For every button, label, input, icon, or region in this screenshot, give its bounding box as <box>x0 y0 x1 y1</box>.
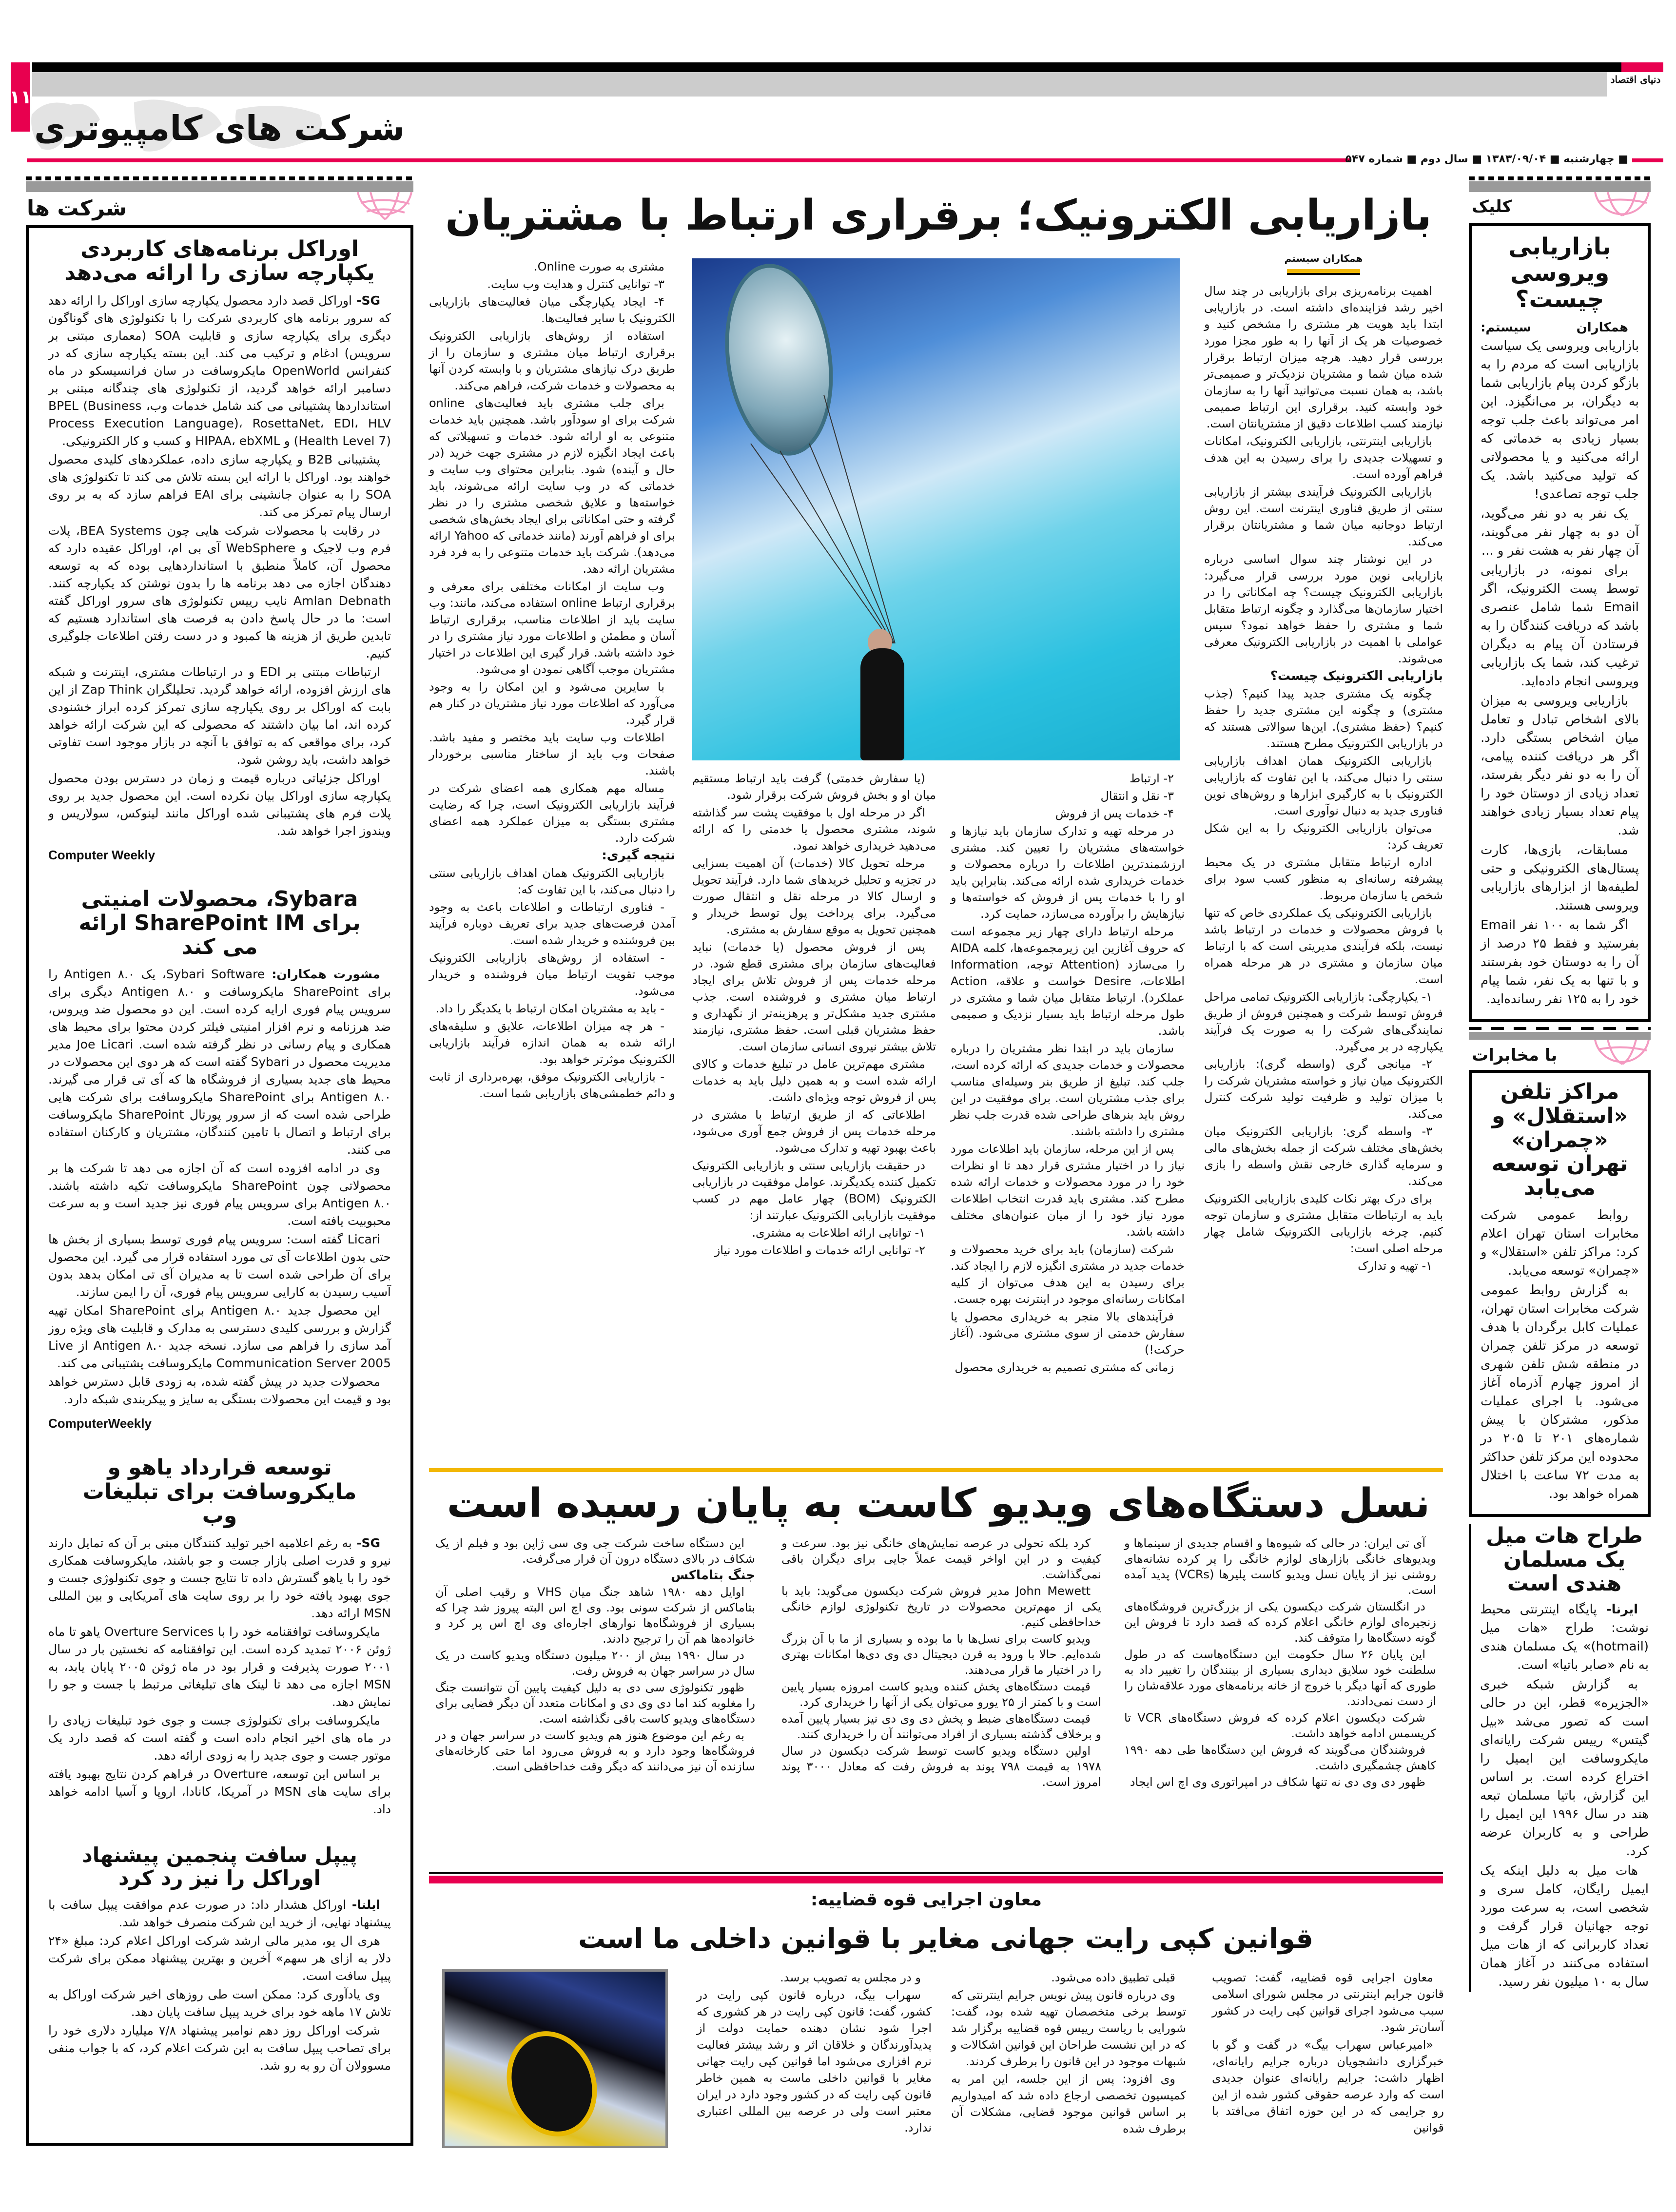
paragraph-text: اوراکل قصد دارد محصول یکپارچه سازی اوراکل را ارائه دهد که سرور برنامه های کاربردی شرکت را با تکنولوژی های گوناگون دیگری برای یکپارچه سازی و قابلیت SOA (معماری مبتنی بر سرویس) ادغام و ترکیب می کند. این بسته یکپارچه سازی که در کنفرانس OpenWorld مایکروسافت در سان فرانسیسکو در ماه دسامبر ارائه خواهد گردید، از تکنولوژی های چندگانه مبتنی بر استانداردها پشتیبانی می کند شامل خدمات وب، BPEL (Business Process Execution Language)، RosettaNet، EDI، HLV (Health Level 7) و HIPAA، ebXML و کسب و کار الکترونیکی. <box>48 293 391 448</box>
paragraph: اداره ارتباط متقابل مشتری در یک محیط پیشرفته رسانه‌ای به منظور کسب سود برای شخص یا سازمان مربوط. <box>1204 855 1443 902</box>
copyright-article-column <box>697 1969 932 2137</box>
globe-icon <box>1593 192 1651 216</box>
paragraph: پشتیبانی B2B و یکپارچه سازی داده، عملکردهای کلیدی محصول خواهند بود. اوراکل با ارائه این بسته تلاش می کند تا تکنولوژی های SOA را به عنوان جانشینی برای EAI فراهم سازد که به بر روی ارسال پیام تمرکز می کند. <box>48 452 391 519</box>
man-figure <box>860 648 904 760</box>
paragraph: مشتری به صورت Online. <box>534 260 664 273</box>
paragraph: وی یادآوری کرد: ممکن است طی روزهای اخیر شرکت اوراکل به تلاش ۱۷ ماهه خود برای خرید پیپل سافت پایان دهد. <box>48 1987 391 2019</box>
paragraph: پس از فروش محصول (یا خدمات) نباید فعالیت‌های سازمان برای مشتری قطع شود. در مرحله خدمات پس از فروش تلاش برای ایجاد ارتباط میان مشتری و فروشنده است. جذب مشتری جدید مشکل‌تر و پرهزینه‌تر از نگهداری و حفظ مشتریان قبلی است. حفظ مشتری، نیازمند تلاش بیشتر نیروی انسانی سازمان است. <box>692 940 936 1053</box>
paragraph-text: بازاریابی ویروسی یک سیاست بازاریابی است که مردم را به بازگو کردن پیام بازاریابی شما به دیگران، بر می‌انگیزد. این امر می‌تواند باعث جلب توجه بسیار زیادی به خدماتی که ارائه می‌کنید و یا محصولاتی که تولید می‌کنید باشد. یک جلب توجه تصاعدی! <box>1481 339 1639 502</box>
byline-underline <box>1287 269 1360 275</box>
dashed-divider <box>1469 1027 1651 1030</box>
masthead-pink-rule-end <box>1632 158 1663 162</box>
paragraph: برای نمونه، در بازاریابی توسط پست الکترونیک، اگر Email شما شامل عنصری باشد که دریافت کنندگان را به فرستادن آن پیام به دیگران ترغیب کند، شما یک بازاریابی ویروسی انجام داده‌اید. <box>1481 563 1639 689</box>
article-title: اوراکل برنامه‌های کاربردی یکپارچه سازی را ارائه می‌دهد <box>64 236 375 286</box>
copyright-kicker: معاون اجرایی قوه قضاییه: <box>810 1890 1042 1910</box>
paragraph: روابط عمومی شرکت مخابرات استان تهران اعلام کرد: مراکز تلفن «استقلال» و «چمران» توسعه می‌یابد. <box>1481 1207 1639 1278</box>
paragraph: ۴- ایجاد یکپارچگی میان فعالیت‌های بازاریابی الکترونیک با سایر فعالیت‌ها. <box>429 295 675 325</box>
paragraph: ۳- نقل و انتقال <box>1100 789 1174 803</box>
paragraph <box>48 1896 391 1931</box>
subheading: جنگ بتاماکس <box>671 1568 755 1583</box>
vcr-headline: نسل دستگاه‌های ویدیو کاست به پایان رسیده است <box>447 1480 1430 1527</box>
main-article-column <box>692 770 936 1260</box>
section-header <box>26 192 413 225</box>
section-label-click: کلیک <box>1472 197 1512 216</box>
paragraph: ۱- تهیه و تدارک <box>1358 1259 1432 1273</box>
article-body <box>1481 318 1639 1009</box>
paragraph: هری ال یو، مدیر مالی ارشد شرکت اوراکل اعلام کرد: مبلغ «۲۴ دلار به ازای هر سهم» آخرین و بهترین پیشنهاد ممکن برای شرکت پیپل سافت است. <box>48 1934 391 1983</box>
main-article-divider <box>429 1468 1443 1472</box>
main-article-column <box>951 770 1185 1377</box>
paragraph: این محصول جدید Antigen ۸.۰ برای SharePoint امکان تهیه گزارش و بررسی کلیدی دسترسی به مدارک و قابلیت های ویژه روز آمد سازی را فراهم می سازد. نسخه جدید Antigen ۸.۰ از Live Communication Server 2005 مایکروسافت پشتیبانی می کند. <box>48 1303 391 1371</box>
companies-news-box <box>26 225 413 2146</box>
paragraph: - هر چه میزان اطلاعات، علایق و سلیقه‌های ارائه شده به همان اندازه فرآیند بازاریابی الکترونیک موثرتر خواهد بود. <box>429 1019 675 1066</box>
paragraph: شرکت اوراکل روز دهم نوامبر پیشنهاد ۷/۸ میلیارد دلاری خود را برای تصاحب پیپل سافت به این شرکت اعلام کرد، که با جواب منفی مسوولان آن رو به رو شد. <box>48 2023 391 2073</box>
paragraph: برای درک بهتر نکات کلیدی بازاریابی الکترونیک باید به ارتباطات متقابل مشتری و سازمان توجه کنیم. چرخه بازاریابی الکترونیک شامل چهار مرحله اصلی است: <box>1204 1192 1443 1255</box>
paragraph: وی در ادامه افزوده است که آن اجازه می دهد تا شرکت ها بر محصولاتی چون SharePoint مایکروسافت تکیه داشته باشند. Antigen ۸.۰ برای سرویس پیام فوری نیز جدید است و به سرعت محبوبیت یافته است. <box>48 1161 391 1228</box>
copyright-headline: قوانین کپی رایت جهانی مغایر با قوانین داخلی ما است <box>578 1923 1314 1955</box>
subheading: بازاریابی الکترونیک چیست؟ <box>1270 669 1443 683</box>
paragraph: چگونه یک مشتری جدید پیدا کنیم؟ (جذب مشتری) و چگونه این مشتری جدید را حفظ کنیم؟ (حفظ مشتری). این‌ها سوالاتی هستند که در بازاریابی الکترونیک مطرح هستند. <box>1204 687 1443 750</box>
paragraph: ظهور تکنولوژی سی دی به دلیل کیفیت پایین آن نتوانست جنگ را مغلوبه کند اما دی وی دی و امکانات متعدد آن دیگر فضایی برای دستگاه‌های ویدیو کاست باقی نگذاشته است. <box>435 1681 755 1726</box>
paragraph: - باید به مشتریان امکان ارتباط با یکدیگر را داد. <box>435 1002 664 1015</box>
paragraph: فروشندگان می‌گویند که فروش این دستگاه‌ها طی دهه ۱۹۹۰ کاهش چشمگیری داشت. <box>1124 1743 1436 1772</box>
paragraph: اوایل دهه ۱۹۸۰ شاهد جنگ میان VHS و رقیب اصلی آن بتاماکس از شرکت سونی بود. وی اچ اس البته پیروز شد چرا که بسیاری از فروشگاه‌ها نوارهای اجاره‌ای وی اچ اس پر کرد و خانواده‌ها هم آن را ترجیح دادند. <box>435 1585 755 1646</box>
paragraph: اگر شما به ۱۰۰ نفر Email بفرستید و فقط ۲۵ درصد از آن را به دوستان خود بفرستند و با تنها به یک نفر، شما پیام خود را به ۱۲۵ نفر رسانده‌اید. <box>1481 918 1639 1007</box>
article-title: بازاریابی ویروسی چیست؟ <box>1508 233 1611 313</box>
paragraph: اطلاعات وب سایت باید مختصر و مفید باشد. صفحات وب باید از ساختار مناسبی برخوردار باشند. <box>429 731 675 777</box>
keyboard-mouse-photo <box>442 1969 668 2148</box>
paragraph: به گزارش روابط عمومی شرکت مخابرات استان تهران، عملیات کابل برگردان با هدف توسعه در مرکز تلفن چمران در منطقه شش تلفن شهری از امروز چهارم آذرماه آغاز می‌شود. با اجرای عملیات مذکور، مشترکان با پیش شماره‌های ۲۰۱ تا ۲۰۵ در محدوده این مرکز تلفن حداکثر به مدت ۷۲ ساعت با اختلال همراه خواهد بود. <box>1481 1282 1639 1501</box>
paragraph: کرد بلکه تحولی در عرصه نمایش‌های خانگی نیز بود. سرعت و کیفیت و در این اواخر قیمت عملاً جایی برای دیگران باقی نمی‌گذاشت. <box>781 1536 1101 1581</box>
paragraph: یک نفر به دو نفر می‌گوید، آن دو به چهار نفر می‌گویند، آن چهار نفر به هشت نفر و ... <box>1481 506 1639 559</box>
virus-marketing-box <box>1469 223 1651 1022</box>
left-sidebar <box>26 176 413 2146</box>
paragraph: سهراب بیگ، درباره قانون کپی رایت در کشور، گفت: قانون کپی رایت در هر کشوری که اجرا شود نشان دهنده حمایت دولت از پدیدآورندگان و خلاقان اثر و رشد بیشتر فعالیت نرم افزاری می‌شود اما قوانین کپی رایت جهانی مغایر با قوانین داخلی ماست به همین خاطر قانون کپی رایت که در کشور وجود دارد در ایران معتبر است ولی در عرصه بین المللی اعتباری ندارد. <box>697 1988 932 2134</box>
globe-icon <box>1593 1040 1651 1065</box>
paragraph: برای جلب مشتری باید فعالیت‌های online شرکت برای او سودآور باشد. همچنین باید خدمات متنوعی به او ارائه شود. خدمات و تسهیلاتی که باعث ایجاد انگیزه لازم در مشتری جهت خرید (در حال و آینده) شود. بنابراین محتوای وب سایت و خدماتی که در وب سایت ارائه می‌شوند، باید خواسته‌ها و علایق شخصی مشتری را در نظر گرفته و حتی امکاناتی برای ایجاد بخش‌های شخصی برای او فراهم آورند (مانند خدماتی که Yahoo ارائه می‌دهد). شرکت باید خدمات متنوعی را به فرد فرد مشتریان ارائه دهد. <box>429 396 675 576</box>
paragraph: در حقیقت بازاریابی سنتی و بازاریابی الکترونیک تکمیل کننده یکدیگرند. عوامل موفقیت در بازاریابی الکترونیک (BOM) چهار عامل مهم در کسب موفقیت بازاریابی الکترونیک عبارتند از: <box>692 1159 936 1222</box>
paragraph: ۲- ارتباط <box>1130 772 1174 785</box>
article-title: مراکز تلفن «استقلال» و «چمران» تهران توسعه می‌یابد <box>1491 1079 1628 1201</box>
paragraph: در سال ۱۹۹۰ بیش از ۲۰۰ میلیون دستگاه ویدیو کاست در یک سال در سراسر جهان به فروش رفت. <box>435 1649 755 1678</box>
paragraph: زمانی که مشتری تصمیم به خریداری محصول <box>955 1360 1174 1374</box>
paragraph: - استفاده از روش‌های بازاریابی الکترونیک موجب تقویت ارتباط میان فروشنده و خریدار می‌شود. <box>429 951 675 998</box>
article-title: Sybara، محصولات امنیتی برای SharePoint IM ارائه می کند <box>78 886 361 960</box>
paragraph: ویدیو کاست برای نسل‌ها با ما بوده و بسیاری از ما با آن بزرگ شده‌ایم. حالا با ورود به قرن دیجیتال دی وی دی‌ها امکانات بهتری را در اختیار ما قرار می‌دهند. <box>781 1632 1101 1677</box>
lead-credit: SG- <box>351 1536 380 1551</box>
paragraph: مرحله ارتباط دارای چهار زیر مجموعه است که حروف آغازین این زیرمجموعه‌ها، کلمه AIDA را می‌سازد (Attention توجه، Information اطلاعات، Desire خواست و علاقه، Action عملکرد). ارتباط متقابل میان شما و مشتری در طول مرحله ارتباط باید بسیار نزدیک و صمیمی باشد. <box>951 925 1185 1038</box>
pink-rule <box>429 1876 1443 1883</box>
paragraph: بازاریابی الکترونیک همان اهداف بازاریابی سنتی را دنبال می‌کند، با این تفاوت که: <box>429 866 675 896</box>
paragraph: مساله مهم همکاری همه اعضای شرکت در فرآیند بازاریابی الکترونیک است، چرا که رضایت مشتری بستگی به میزان عملکرد همه اعضای شرکت دارد. <box>429 781 675 845</box>
lead-credit: ایرنا- <box>1597 1602 1638 1617</box>
paragraph: این دستگاه ساخت شرکت جی وی سی ژاپن بود و فیلم از یک شکاف در بالای دستگاه درون آن قرار می‌گرفت. <box>435 1536 755 1566</box>
main-headline: بازاریابی الکترونیک؛ برقراری ارتباط با مشتریان <box>445 191 1432 240</box>
article-title: توسعه قرارداد یاهو و مایکروسافت برای تبلیغات وب <box>82 1455 357 1528</box>
paragraph-text: Sybari Software، یک Antigen ۸.۰ را برای SharePoint مایکروسافت و Antigen ۸.۰ دیگری برای سرویس پیام فوری ارایه کرده است. این دو محصول ضد ویروس، ضد هرزنامه و نرم افزار امنیتی فیلتر کردن محتوا برای محیط های همکاری و پیام رسانی در نظر گرفته شده است. Joe Licari مدیر مدیریت محصول در Sybari گفته است که هر دوی این محصولات در محیط های جدید بسیاری از فروشگاه ها که آی تی قرار می گیرند. Antigen ۸.۰ برای SharePoint مایکروسافت برای شرکت هایی طراحی شده است که از سرور پورتال SharePoint مایکروسافت برای ارتباط و اتصال با تامین کنندگان، مشتریان و کارکنان استفاده می کنند. <box>48 967 391 1157</box>
paragraph <box>1480 1600 1649 1674</box>
paragraph: (یا سفارش خدمتی) گرفت باید ارتباط مستقیم میان او و بخش فروش شرکت برقرار شود. <box>692 772 936 802</box>
paragraph: وی درباره قانون پیش نویس جرایم اینترنتی که توسط برخی متخصصان تهیه شده بود، گفت: شورایی با ریاست رییس قوه قضاییه برگزار شد که در این نشست طراحان این قوانین اشکالات و شبهات موجود در این قانون را برطرف کردند. <box>951 1988 1186 2068</box>
paragraph: ارتباطات مبتنی بر EDI و در ارتباطات مشتری، اینترنت و شبکه های ارزش افزوده، ارائه خواهد گردید. تحلیلگران Zap Think از این بابت که اوراکل بر روی یکپارچه سازی تمرکز کرده ابراز خشنودی کرده اند، اما بیان داشتند که محصولی که این شرکت ارائه خواهد کرد، برای مواقعی که به توافق با آنچه در بازار موجود است تفاوتی خواهد داشت، باید روشن شود. <box>48 664 391 767</box>
paragraph: Licari گفته است: سرویس پیام فوری توسط بسیاری از بخش ها حتی بدون اطلاعات آی تی مورد استفاده قرار می گیرد. این محصول برای آن طراحی شده است تا به مدیران آی تی امکان بدهد بدون آسیب رسیدن به کارایی سرویس پیام فوری، آن را ایمن سازند. <box>48 1232 391 1300</box>
vcr-article-column <box>1124 1535 1436 1791</box>
paragraph: ۱- توانایی ارائه اطلاعات به مشتری. <box>752 1226 925 1240</box>
paragraph: اولین دستگاه ویدیو کاست توسط شرکت دیکسون در سال ۱۹۷۸ به قیمت ۷۹۸ پوند به فروش رفت که معادل ۳۰۰۰ پوند امروز است. <box>781 1744 1102 1789</box>
section-grey-bar <box>1469 1032 1651 1040</box>
paragraph-text: به رغم اعلامیه اخیر تولید کنندگان مبنی بر آن که تمایل دارند نیرو و قدرت اصلی بازار جست و جو باشند، مایکروسافت همکاری خود را با یاهو گسترش داده تا نتایج جست و جوی تکنولوژی جست و جوی بهبود یافته خود را بر روی سایت های آمریکایی و بین المللی MSN ارائه دهد. <box>48 1536 391 1621</box>
paragraph: - فناوری ارتباطات و اطلاعات باعث به وجود آمدن فرصت‌های جدید برای تعریف دوباره فرآیند بین فروشنده و خریدار شده است. <box>429 900 675 947</box>
section-grey-bar <box>26 181 413 192</box>
paragraph: در رقابت با محصولات شرکت هایی چون BEA Systems، پلات فرم وب لاجیک و WebSphere آی بی ام، اوراکل عقیده دارد که محصول آن، کاملاً منطبق با استانداردهایی بوده که به توسعه دهندگان اجازه می دهد برنامه ها را بدون نوشتن کد یکپارچه کنند. Amlan Debnath نایب رییس تکنولوژی های سرور اوراکل گفته است: ما در حال پاسخ دادن به فرصت های استاندارد هستیم که تابدین طریق از هزینه ها کمبود و در دست رفتن اطلاعات جلوگیری کنیم. <box>48 523 391 660</box>
right-sidebar <box>1469 176 1651 1992</box>
section-dots <box>26 176 413 180</box>
paragraph <box>1481 318 1639 504</box>
article-source: ComputerWeekly <box>48 1416 152 1431</box>
globe-icon <box>356 192 413 220</box>
paragraph: پس از این مرحله، سازمان باید اطلاعات مورد نیاز را در اختیار مشتری قرار دهد تا او نظرات خود را در مورد محصولات و خدمات ارائه شده مطرح کند. مشتری باید قدرت انتخاب اطلاعات مورد نیاز خود را از میان عنوان‌های مختلف داشته باشد. <box>951 1142 1185 1239</box>
paragraph: بر اساس این توسعه، Overture در فراهم کردن نتایج بهبود یافته برای سایت های MSN در آمریکا، کانادا، اروپا و آسیا ادامه خواهد داد. <box>48 1767 391 1817</box>
paragraph: بازاریابی ویروسی به میزان بالای اشخاص تبادل و تعامل میان اشخاص بستگی دارد. اگر هر دریافت کننده پیامی، آن را به دو نفر دیگر بفرستد، تعداد زیادی از دوستان خود را پیام تعداد بسیار زیادی خواهند شد. <box>1481 694 1639 838</box>
copyright-article-column <box>951 1969 1186 2138</box>
paragraph: بازاریابی الکترونیک فرآیندی بیشتر از بازاریابی سنتی از طریق فناوری اینترنت است. این روش ارتباط دوجانبه میان شما و مشتریانتان برقرار می‌کند. <box>1204 485 1443 548</box>
paragraph: شرکت (سازمان) باید برای خرید محصولات و خدمات جدید در مشتری انگیزه لازم را ایجاد کند. برای رسیدن به این هدف می‌توان از کلیه امکانات رسانه‌ای موجود در اینترنت بهره جست. <box>951 1242 1185 1306</box>
paragraph: ظهور دی وی دی نه تنها شکاف در امپراتوری وی اچ اس ایجاد <box>1130 1775 1425 1789</box>
paragraph: «امیرعباس سهراب بیگ» در گفت و گو با خبرگزاری دانشجویان درباره جرایم رایانه‌ای، اظهار داشت: جرایم رایانه‌ای عنوان جدیدی است که وارد عرصه حقوقی کشور شده از این رو جرایمی که در این حوزه اتفاق می‌افتد با قوانین <box>1212 2038 1444 2134</box>
paragraph: مایکروسافت برای تکنولوژی جست و جوی خود تبلیغات زیادی را در ماه های اخیر انجام داده است و گفته است که قصد دارد یک موتور جست و جوی جدید را به زودی ارائه دهد. <box>48 1713 391 1763</box>
section-title: شرکت های کامپیوتری <box>34 108 405 148</box>
subheading: نتیجه گیری: <box>602 848 675 863</box>
paragraph: شرکت دیکسون اعلام کرده که فروش دستگاه‌های VCR تا کریسمس ادامه خواهد داشت. <box>1124 1711 1436 1740</box>
mouse-shape <box>492 2018 611 2148</box>
lead-credit: ایلنا- <box>346 1898 380 1912</box>
article-title: پیپل سافت پنجمین پیشنهاد اوراکل را نیز رد کرد <box>82 1843 357 1890</box>
paragraph: به گزارش شبکه خبری «الجزیره» قطر، این در حالی است که تصور می‌شد «بیل گیتس» رییس شرکت رایانه‌ای مایکروسافت این ایمیل را اختراع کرده است. بر اساس این گزارش، باتیا مسلمان تبعه هند در سال ۱۹۹۶ این ایمیل را طراحی و به کاربران عرضه کرد. <box>1480 1677 1649 1859</box>
paragraph: قبلی تطبیق داده می‌شود. <box>1051 1971 1175 1984</box>
paragraph: - بازاریابی الکترونیک موفق، بهره‌برداری از ثابت و دائم خطمشی‌های بازاریابی شما است. <box>429 1070 675 1100</box>
article-body <box>48 1534 391 1819</box>
telecom-box <box>1469 1070 1651 1516</box>
paragraph: بازاریابی الکترونیک همان اهداف بازاریابی سنتی را دنبال می‌کند، با این تفاوت که بازاریابی الکترونیک با به کارگیری ابزارها و روش‌های نوین فناوری جدید به دنبال نوآوری است. <box>1204 754 1443 817</box>
paragraph <box>48 1534 391 1622</box>
paragraph: اوراکل جزئیاتی درباره قیمت و زمان در دسترس بودن محصول یکپارچه سازی اوراکل بیان نکرده است. این محصول جدید بر روی پلات فرم های پشتیبانی شده اوراکل مانند لینوکس، سولاریس و ویندوز اجرا خواهد شد. <box>48 771 391 838</box>
section-label-companies: شرکت ها <box>27 196 127 221</box>
paragraph: این پایان ۲۶ سال حکومت این دستگاه‌هاست که در طول سلطنت خود سلایق دیداری بسیاری از بینندگان را تغییر داد به طوری که آنها دیگر با خروج از خانه برنامه‌های مورد علاقه‌شان را از دست نمی‌دادند. <box>1124 1648 1436 1708</box>
paragraph: به رغم این موضوع هنوز هم ویدیو کاست در سراسر جهان و در فروشگاه‌ها وجود دارد و به فروش می‌رود اما حتی کارخانه‌های سازنده آن نیز می‌دانند که دیگر وقت خداحافظی است. <box>435 1728 755 1773</box>
paragraph: معاون اجرایی قوه قضاییه، گفت: تصویب قانون جرایم اینترنتی در مجلس شورای اسلامی سبب می‌شود اجرای قوانین کپی رایت در کشور آسان‌تر شود. <box>1212 1971 1444 2034</box>
article-body <box>48 292 391 841</box>
paragraph: محصولات جدید در پیش گفته شده، به زودی قابل دسترس خواهد بود و قیمت این محصولات بستگی به سایز و پیکربندی شبکه دارد. <box>48 1375 391 1407</box>
paragraph: بازاریابی الکترونیکی یک عملکردی خاص که تنها با فروش محصولات و خدمات در ارتباط باشد نیست، بلکه فرآیندی مدیریتی است که با ارتباط میان سازمان و مشتری در هر مرحله همراه است. <box>1204 906 1443 986</box>
lead-credit: SG- <box>351 293 380 308</box>
paragraph <box>48 966 391 1159</box>
section-grey-bar <box>1469 181 1651 192</box>
balloon-photo <box>692 258 1180 760</box>
main-article-column <box>1204 283 1443 1275</box>
lead-credit: مشورت همکاران: <box>265 967 380 982</box>
main-article-column <box>429 258 675 1103</box>
paragraph-text: پایگاه اینترنتی محیط نوشت: طراح «هات میل (hotmail)» یک مسلمان هندی به نام «صابر باتیا» است. <box>1480 1602 1649 1673</box>
section-label-telecom: با مخابرات <box>1472 1046 1558 1066</box>
paragraph: در این نوشتار چند سوال اساسی درباره بازاریابی نوین مورد بررسی قرار می‌گیرد: بازاریابی الکترونیک چیست؟ چه امکاناتی را در اختیار سازمان‌ها می‌گذارد و چگونه ارتباط متقابل شما و مشتری را حفظ خواهد نمود؟ سپس عواملی با اهمیت در بازاریابی الکترونیک معرفی می‌شوند. <box>1204 552 1443 665</box>
paragraph: بازاریابی اینترنتی، بازاریابی الکترونیک، امکانات و تسهیلات جدیدی را برای رسیدن به این هدف فراهم آورده است. <box>1204 434 1443 481</box>
vcr-article-column <box>781 1535 1101 1791</box>
paragraph: اطلاعاتی که از طریق ارتباط با مشتری در مرحله خدمات پس از فروش جمع آوری می‌شود، باعث بهبود تهیه و تدارک می‌شود. <box>692 1108 936 1155</box>
paragraph: فرآیندهای بالا منجر به خریداری محصول یا سفارش خدمتی از سوی مشتری می‌شود. (آغاز حرکت!) <box>951 1310 1185 1357</box>
paragraph: مرحله تحویل کالا (خدمات) آن اهمیت بسزایی در تجزیه و تحلیل خریدهای شما دارد. فرآیند تحویل و ارسال کالا در مرحله نقل و انتقال صورت می‌گیرد. برای پرداخت پول توسط خریدار و همچنین تحویل به موقع سفارش به مشتری. <box>692 856 936 936</box>
paragraph: ۳- واسطه گری: بازاریابی الکترونیک میان بخش‌های مختلف شرکت از جمله بخش‌های مالی و سرمایه گذاری خارجی نقش واسطه را بازی می‌کند. <box>1204 1125 1443 1188</box>
paragraph: مشتری مهم‌ترین عامل در تبلیغ خدمات و کالای ارائه شده است و به همین دلیل باید به خدمات پس از فروش توجه ویژه‌ای داشت. <box>692 1057 936 1104</box>
paragraph: و در مجلس به تصویب برسد. <box>780 1971 921 1984</box>
paragraph: هات میل به دلیل اینکه یک ایمیل رایگان، کامل سری و شخصی است، به سرعت مورد توجه جهانیان قرار گرفت و تعداد کاربرانی که از هات میل استفاده می‌کنند در آغاز همان سال به ۱۰ میلیون نفر رسید. <box>1480 1863 1649 1990</box>
date-line: ■ چهارشنبه ■ ۱۳۸۳/۰۹/۰۴ ■ سال دوم ■ شماره ۵۴۷ <box>1345 153 1628 165</box>
masthead-pink-tab <box>1621 62 1663 72</box>
article-source: Computer Weekly <box>48 847 156 862</box>
masthead-black-bar <box>32 62 1621 72</box>
paragraph-text: اوراکل هشدار داد: در صورت عدم موافقت پیپل سافت با پیشنهاد نهایی، از خرید این شرکت منصرف خواهد شد. <box>48 1898 391 1930</box>
paragraph: وب سایت از امکانات مختلفی برای معرفی و برقراری ارتباط online استفاده می‌کند، مانند: وب سایت باید از اطلاعات مناسب، برقراری ارتباط آسان و مطمئن و اطلاعات مورد نیاز مشتری را در خود داشته باشد. قرار گیری این اطلاعات در اختیار مشتریان موجب آگاهی نمودن او می‌شود. <box>429 580 676 676</box>
page-number: ۱۱ <box>9 86 32 108</box>
article-body <box>48 1896 391 2076</box>
article-title: طراح هات میل یک مسلمان هندی است <box>1486 1523 1643 1596</box>
paragraph: در مرحله تهیه و تدارک سازمان باید نیازها و خواسته‌های مشتریان را تعیین کند. مشتری ارزشمندترین اطلاعات را درباره محصولات و خدمات خریداری شده ارائه می‌کند. بنابراین باید او را با خدمات پس از فروش که خواسته‌ها و نیازهایش را برآورده می‌سازد، حمایت کرد. <box>951 824 1185 921</box>
paragraph: می‌توان بازاریابی الکترونیک را به این شکل تعریف کرد: <box>1204 821 1443 852</box>
article-body <box>48 966 391 1409</box>
paragraph: John Mewett مدیر فروش شرکت دیکسون می‌گوید: باید با یکی از مهم‌ترین محصولات در تاریخ تکنولوژی لوازم خانگی خداحافظی کنیم. <box>781 1584 1101 1629</box>
paragraph: اهمیت برنامه‌ریزی برای بازاریابی در چند سال اخیر رشد فزاینده‌ای داشته است. در بازاریابی ابتدا باید هویت هر مشتری را مشخص کنید و خصوصیات هر یک از آنها را به طور مجزا مورد بررسی قرار دهید. هرچه میزان ارتباط برقرار شده میان شما و مشتریان نزدیک‌تر و صمیمی‌تر باشد، به همان نسبت می‌توانید آنها را به سازمان خود وابسته کنید. برقراری این ارتباط صمیمی نیازمند کسب اطلاعات دقیق از مشتریانتان است. <box>1204 284 1443 430</box>
paragraph: وی افزود: پس از این جلسه، این امر به کمیسیون تخصصی ارجاع داده شد که امیدواریم بر اساس قوانین موجود قضایی، مشکلات آن برطرف شده <box>951 2072 1186 2135</box>
masthead-grey-band <box>32 72 1607 97</box>
section-header <box>1469 1040 1651 1070</box>
paragraph <box>48 292 391 450</box>
paragraph: سازمان باید در ابتدا نظر مشتریان را درباره محصولات و خدمات جدیدی که ارائه کرده است، جلب کند. تبلیغ از طریق بنر وسیله‌ای مناسب برای جذب مشتریان است. برای موفقیت در این روش باید بنرهای طراحی شده قدرت جلب نظر مشتری را داشته باشند. <box>951 1042 1185 1138</box>
paragraph: ۳- توانایی کنترل و هدایت وب سایت. <box>487 277 664 291</box>
paragraph: مایکروسافت توافقنامه خود را با Overture Services یاهو تا ماه ژوئن ۲۰۰۶ تمدید کرده است. این توافقنامه که نخستین بار در سال ۲۰۰۱ صورت پذیرفت و قرار بود در ماه ژوئن ۲۰۰۵ پایان یابد، به MSN اجازه می دهد تا لینک های تبلیغاتی مرتبط با جست و جو را نمایش دهد. <box>48 1625 391 1709</box>
newspaper-logo: دنیای اقتصاد <box>1610 74 1661 85</box>
article-body <box>1481 1206 1639 1503</box>
byline: همکاران سیستم <box>1284 252 1363 264</box>
paragraph: مسابقات، بازی‌ها، کارت پستال‌های الکترونیکی و حتی لطیفه‌ها از ابزارهای بازاریابی ویروسی هستند. <box>1481 843 1639 913</box>
lead-credit: همکاران سیستم: <box>1481 320 1628 335</box>
section-header <box>1469 192 1651 223</box>
paragraph: استفاده از روش‌های بازاریابی الکترونیک برقراری ارتباط میان مشتری و سازمان را از طریق درک نیازهای مشتریان و با وابسته کردن آنها به محصولات و خدمات شرکت، فراهم می‌کند. <box>429 329 675 392</box>
paragraph: ۴- خدمات پس از فروش <box>1055 807 1174 820</box>
black-rule <box>429 1872 1443 1874</box>
paragraph: ۱- یکپارچگی: بازاریابی الکترونیک تمامی مراحل فروش توسط شرکت و همچنین فروش از طریق نمایندگی‌های شرکت را به صورت یک فرآیند یکپارچه در بر می‌گیرد. <box>1204 990 1443 1053</box>
paragraph: با سایرین می‌شود و این امکان را به وجود می‌آورد که اطلاعات مورد نیاز مشتریان در کنار هم قرار گیرد. <box>429 680 675 727</box>
paragraph: قیمت دستگاه‌های پخش کننده ویدیو کاست امروزه بسیار پایین است و با کمتر از ۲۵ یورو می‌توان یکی از آنها را خریداری کرد. <box>781 1680 1101 1709</box>
paragraph: اگر در مرحله اول با موفقیت پشت سر گذاشته شوند، مشتری محصول یا خدمتی را که ارائه می‌دهید خریداری خواهد نمود. <box>692 806 936 853</box>
article-body <box>1480 1600 1649 1991</box>
section-dots <box>1469 176 1651 180</box>
paragraph: ۲- میانجی گری (واسطه گری): بازاریابی الکترونیک میان نیاز و خواسته مشتریان شرکت را با میزان تولید و ظرفیت تولید شرکت کنترل می‌کند. <box>1204 1057 1443 1121</box>
paragraph: آی تی ایران: در حالی که شیوه‌ها و اقسام جدیدی از سینماها و ویدیوهای خانگی بازارهای لوازم خانگی را پر کرده نشانه‌های روشنی نیز از پایان نسل ویدیو کاست پلیرها (VCRs) پدید آمده است. <box>1124 1536 1437 1597</box>
vcr-article-column <box>435 1535 755 1775</box>
balloon-strings <box>692 258 1180 760</box>
paragraph: ۲- توانایی ارائه خدمات و اطلاعات مورد نیاز <box>714 1243 925 1257</box>
paragraph: قیمت دستگاه‌های ضبط و پخش دی وی دی نیز بسیار پایین آمده و برخلاف گذشته بسیاری از افراد می‌توانند آن را خریداری کنند. <box>781 1712 1101 1741</box>
copyright-article-column <box>1212 1969 1444 2137</box>
masthead-pink-rule <box>27 158 1350 162</box>
hotmail-block <box>1469 1524 1651 1993</box>
paragraph: در انگلستان شرکت دیکسون یکی از بزرگ‌ترین فروشگاه‌های زنجیره‌ای لوازم خانگی اعلام کرده که قصد دارد تا فروش این گونه دستگاه‌ها را متوقف کند. <box>1124 1600 1436 1645</box>
